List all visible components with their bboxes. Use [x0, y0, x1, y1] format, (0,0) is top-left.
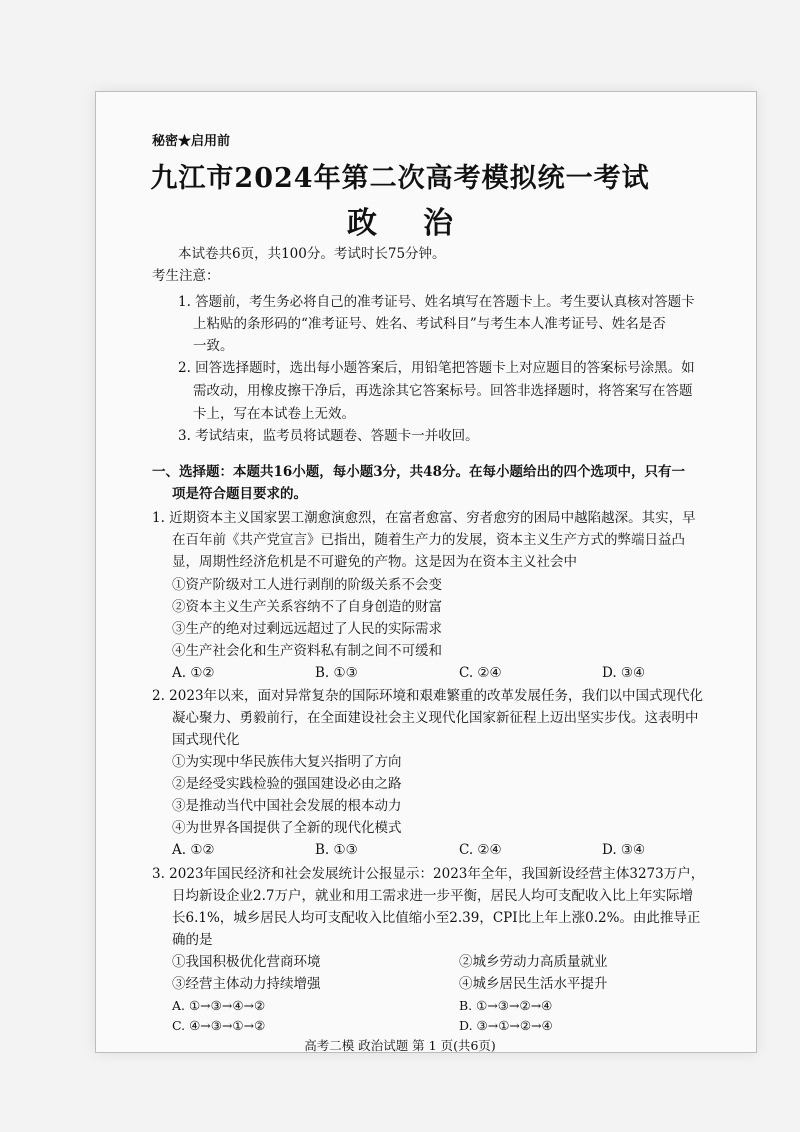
notice-2-line-2: 需改动，用橡皮擦干净后，再选涂其它答案标号。回答非选择题时，将答案写在答题 [193, 383, 693, 399]
q1-option-d: D. ③④ [602, 665, 646, 681]
q3-option-c: C. ④→③→①→② [172, 1018, 266, 1033]
notice-1-line-1: 1. 答题前，考生务必将自己的准考证号、姓名填写在答题卡上。考生要认真核对答题卡 [178, 294, 695, 310]
q1-item-4: ④生产社会化和生产资料私有制之间不可缓和 [172, 643, 442, 659]
q3-item-1: ①我国积极优化营商环境 [172, 954, 321, 970]
q3-stem-line-3: 长6.1%，城乡居民人均可支配收入比值缩小至2.39，CPI比上年上涨0.2%。由此推导正 [172, 910, 701, 926]
q1-item-2: ②资本主义生产关系容纳不了自身创造的财富 [172, 599, 442, 615]
secret-label: 秘密★启用前 [152, 134, 231, 149]
q1-option-a: A. ①② [172, 665, 215, 681]
q3-option-d: D. ③→①→②→④ [459, 1018, 553, 1033]
q2-item-1: ①为实现中华民族伟大复兴指明了方向 [172, 754, 402, 770]
intro-line: 本试卷共6页，共100分。考试时长75分钟。 [178, 246, 446, 262]
notice-title: 考生注意： [152, 268, 220, 284]
notice-3-line-1: 3. 考试结束，监考员将试题卷、答题卡一并收回。 [178, 428, 479, 444]
q2-item-4: ④为世界各国提供了全新的现代化模式 [172, 820, 402, 836]
q2-option-c: C. ②④ [459, 842, 502, 858]
q3-option-a: A. ①→③→④→② [172, 998, 266, 1013]
q3-item-4: ④城乡居民生活水平提升 [459, 976, 608, 992]
section-1-heading-line-1: 一、选择题：本题共16小题，每小题3分，共48分。在每小题给出的四个选项中，只有一 [152, 464, 685, 480]
q2-stem-line-3: 国式现代化 [172, 732, 240, 748]
section-1-heading-line-2: 项是符合题目要求的。 [172, 486, 307, 502]
page-footer: 高考二模 政治试题 第 1 页(共6页) [304, 1038, 496, 1053]
q3-item-2: ②城乡劳动力高质量就业 [459, 954, 608, 970]
notice-1-line-3: 一致。 [193, 338, 234, 354]
q2-option-d: D. ③④ [602, 842, 646, 858]
q1-stem-line-3: 显，周期性经济危机是不可避免的产物。这是因为在资本主义社会中 [172, 554, 577, 570]
q3-option-b: B. ①→③→②→④ [459, 998, 553, 1013]
notice-2-line-3: 卡上，写在本试卷上无效。 [193, 406, 355, 422]
notice-1-line-2: 上粘贴的条形码的“准考证号、姓名、考试科目”与考生本人准考证号、姓名是否 [193, 316, 666, 332]
q3-stem-line-2: 日均新设企业2.7万户，就业和用工需求进一步平衡，居民人均可支配收入比上年实际增 [172, 888, 693, 904]
q1-stem-line-2: 在百年前《共产党宣言》已指出，随着生产力的发展，资本主义生产方式的弊端日益凸 [172, 532, 685, 548]
notice-2-line-1: 2. 回答选择题时，选出每小题答案后，用铅笔把答题卡上对应题目的答案标号涂黑。如 [178, 360, 695, 376]
q3-stem-line-4: 确的是 [172, 932, 213, 948]
q3-item-3: ③经营主体动力持续增强 [172, 976, 321, 992]
q2-item-3: ③是推动当代中国社会发展的根本动力 [172, 798, 402, 814]
subject-title: 政治 [347, 206, 499, 241]
q3-stem-line-1: 3. 2023年国民经济和社会发展统计公报显示：2023年全年，我国新设经营主体3273万户， [152, 866, 705, 882]
q1-option-b: B. ①③ [315, 665, 358, 681]
q1-item-3: ③生产的绝对过剩远远超过了人民的实际需求 [172, 621, 442, 637]
exam-title: 九江市2024年第二次高考模拟统一考试 [150, 163, 650, 194]
q1-option-c: C. ②④ [459, 665, 502, 681]
q1-item-1: ①资产阶级对工人进行剥削的阶级关系不会变 [172, 577, 442, 593]
q2-stem-line-1: 2. 2023年以来，面对异常复杂的国际环境和艰难繁重的改革发展任务，我们以中国式现代化 [152, 688, 704, 704]
q2-option-a: A. ①② [172, 842, 215, 858]
q2-stem-line-2: 凝心聚力、勇毅前行，在全面建设社会主义现代化国家新征程上迈出坚实步伐。这表明中 [172, 710, 699, 726]
q2-item-2: ②是经受实践检验的强国建设必由之路 [172, 776, 402, 792]
q2-option-b: B. ①③ [315, 842, 358, 858]
q1-stem-line-1: 1. 近期资本主义国家罢工潮愈演愈烈，在富者愈富、穷者愈穷的困局中越陷越深。其实，早 [152, 510, 696, 526]
